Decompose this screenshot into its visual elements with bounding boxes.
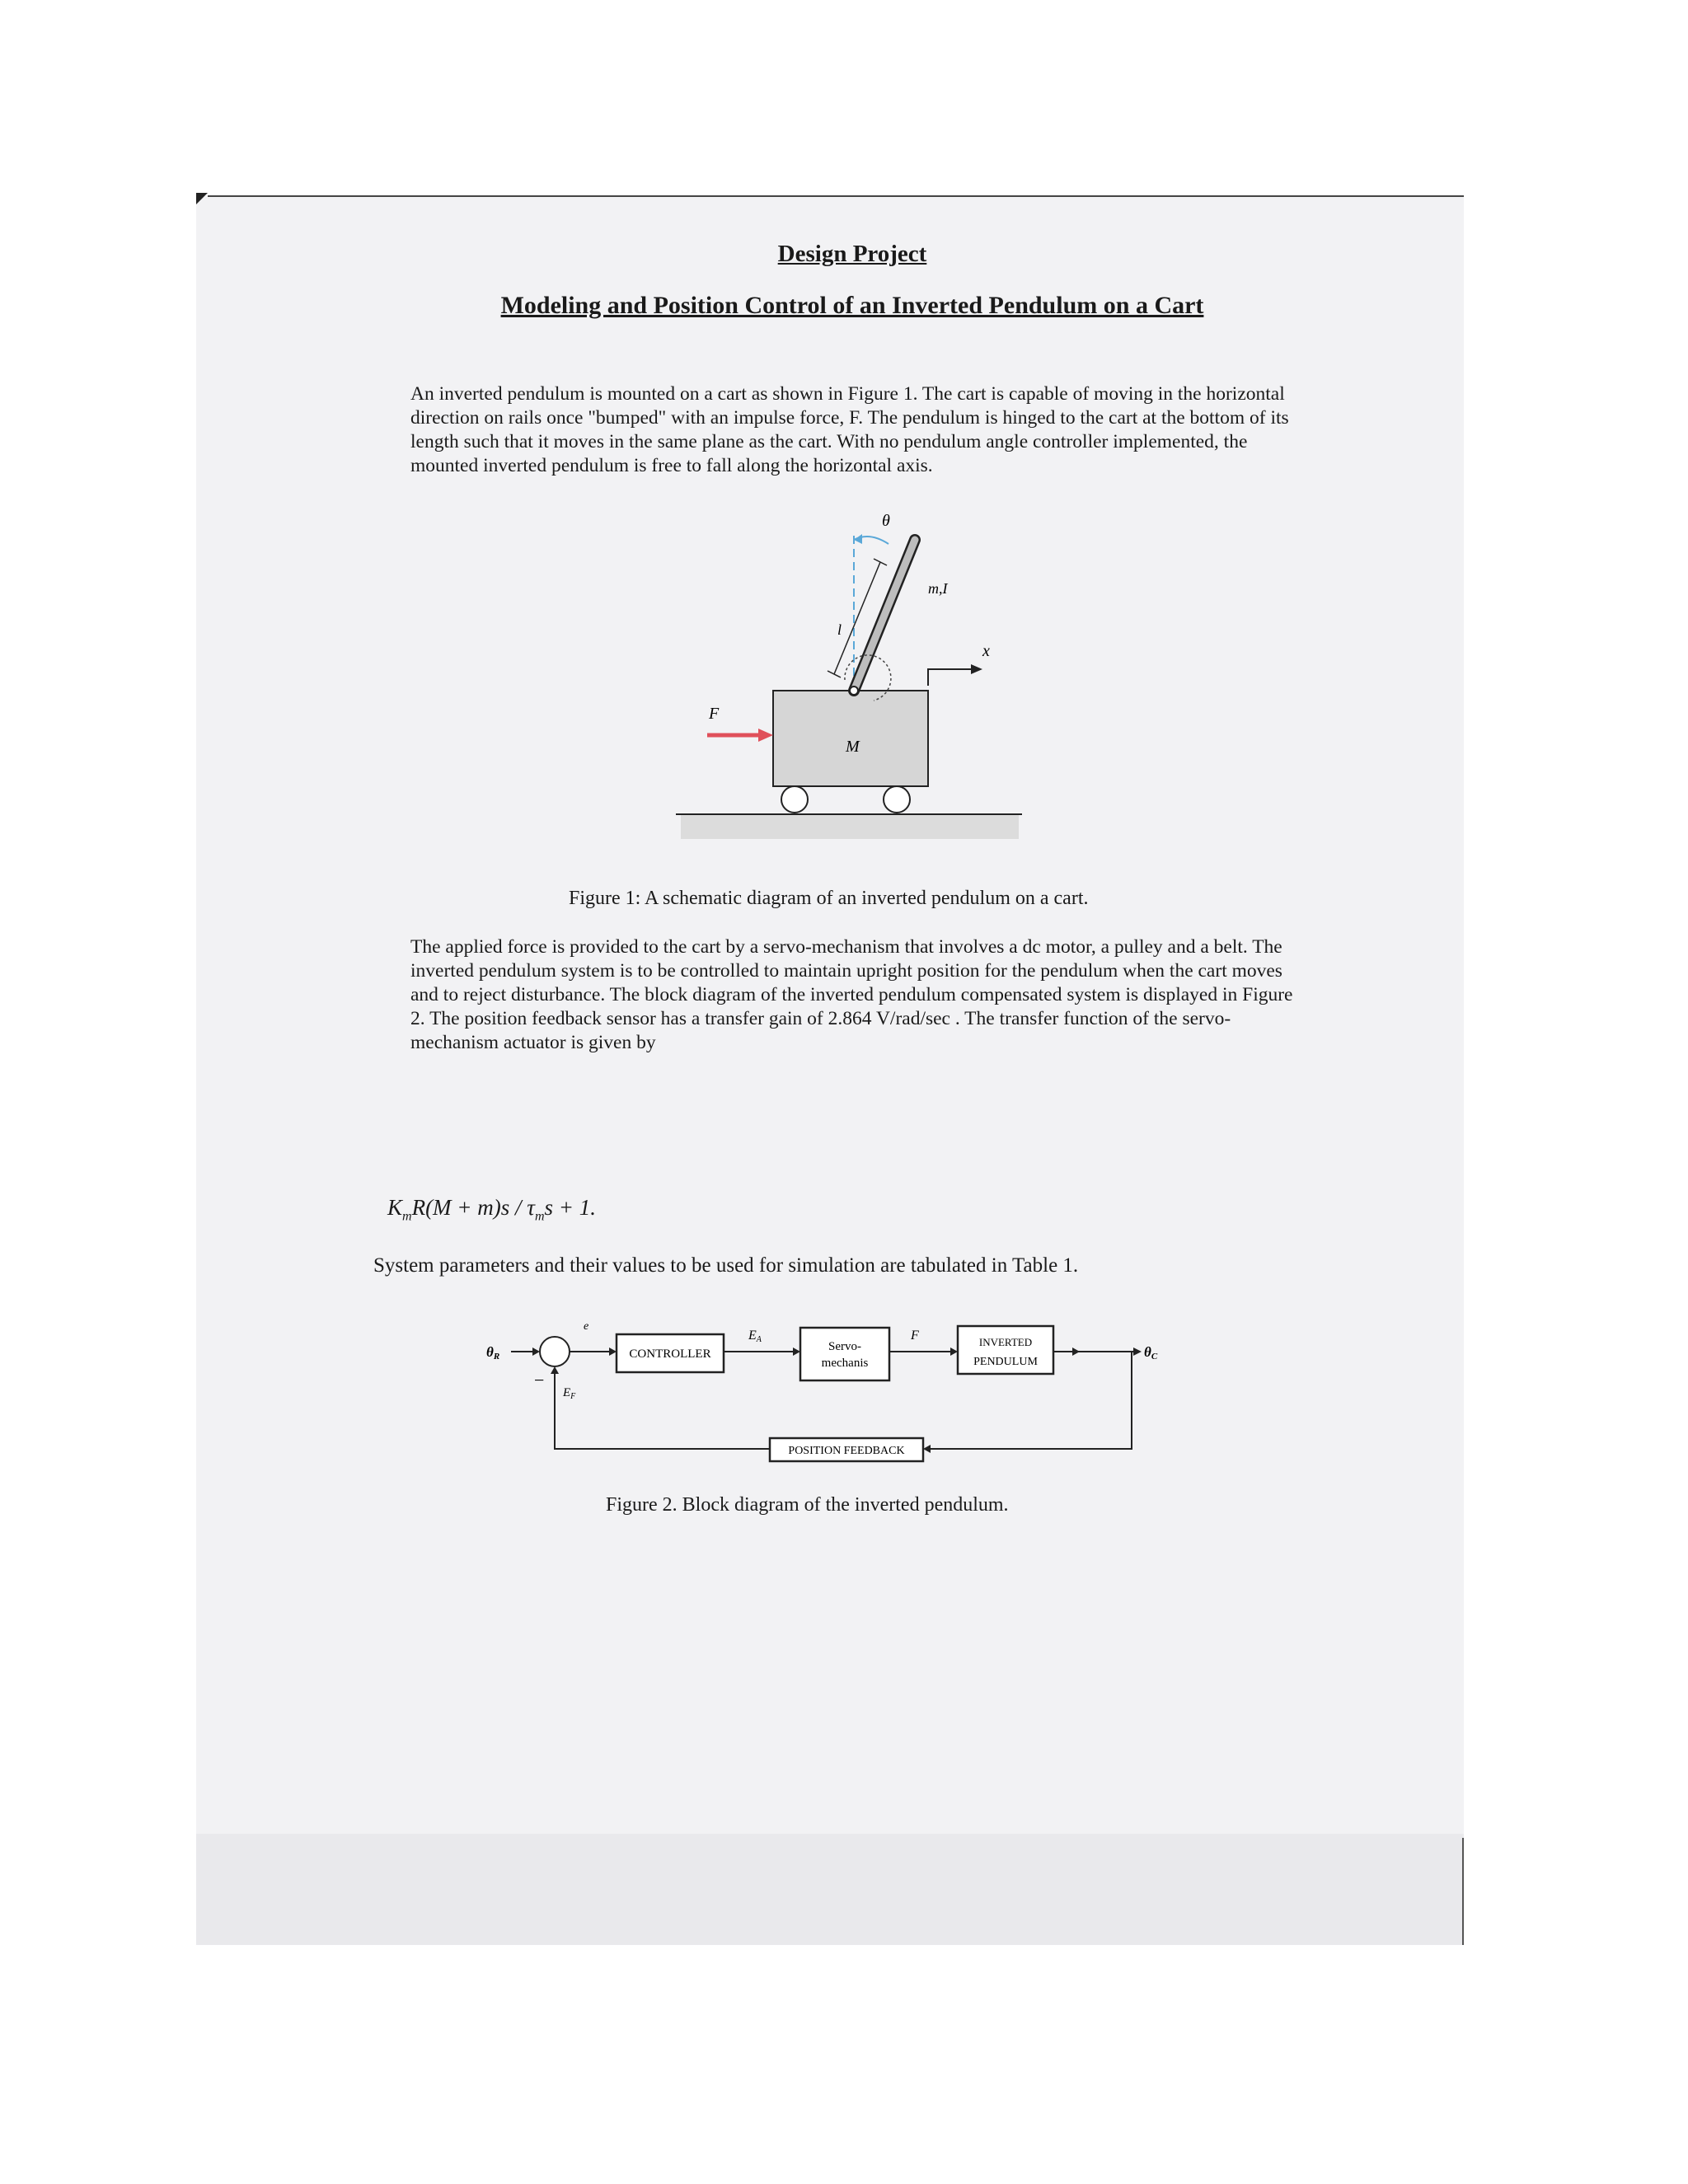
figure2-block-diagram: [486, 1315, 1187, 1471]
f-label: F: [911, 1329, 919, 1343]
summing-junction: [540, 1337, 570, 1366]
controller-input-arrowhead: [609, 1347, 617, 1356]
page-subtitle: Modeling and Position Control of an Inverted Pendulum on a Cart: [500, 292, 1204, 319]
controller-label: CONTROLLER: [629, 1347, 711, 1361]
figure1-caption: Figure 1: A schematic diagram of an inverted pendulum on a cart.: [569, 888, 1089, 909]
force-arrow-head: [758, 729, 773, 742]
feedback-left-path: [555, 1371, 770, 1449]
scan-corner-mark: [196, 193, 208, 204]
figure2-caption: Figure 2. Block diagram of the inverted pendulum.: [606, 1494, 1009, 1516]
x-direction-arrowhead: [971, 664, 982, 674]
label-x: x: [982, 642, 990, 660]
intro-paragraph: An inverted pendulum is mounted on a cart as shown in Figure 1. The cart is capable of moving in the horizontal direction on rails once "bumped" with an impulse force, F. The pendulum is hinged to the cart at the bottom of its length such that it moves in the same plane as the cart. With no pendulum angle controller implemented, the mounted inverted pendulum is free to fall along the horizontal axis.: [410, 383, 1289, 476]
pendulum-rod: [854, 540, 915, 691]
scan-bottom-band: [196, 1834, 1464, 1945]
label-theta: θ: [882, 512, 890, 530]
formula-middle: R(M + m)s / τ: [411, 1195, 535, 1220]
figure1-cart-pendulum-diagram: [676, 494, 1039, 857]
theta-arc-arrowhead: [854, 534, 862, 544]
length-tick-top: [874, 559, 887, 565]
x-direction-line: [928, 669, 973, 686]
parameters-sentence: System parameters and their values to be used for simulation are tabulated in Table 1.: [373, 1254, 1079, 1277]
pendulum-label-line2: PENDULUM: [973, 1356, 1038, 1368]
input-theta-label: θR: [486, 1344, 500, 1361]
servo-label-line2: mechanis: [821, 1357, 869, 1370]
position-feedback-label: POSITION FEEDBACK: [788, 1445, 905, 1457]
formula-end: s + 1.: [544, 1195, 596, 1220]
transfer-function-formula: [387, 1195, 596, 1224]
output-theta-label: θC: [1144, 1344, 1158, 1361]
servo-mechanism-block: [800, 1328, 889, 1380]
formula-tau-subscript: m: [534, 1209, 545, 1224]
label-M: M: [846, 738, 860, 756]
ea-label: EA: [748, 1329, 762, 1344]
output-mid-arrowhead: [1072, 1347, 1080, 1356]
formula-K-subscript: m: [402, 1209, 412, 1224]
error-label: e: [584, 1320, 589, 1333]
pendulum-input-arrowhead: [950, 1347, 958, 1356]
pendulum-label-line1: INVERTED: [978, 1336, 1033, 1348]
length-tick-bottom: [828, 671, 841, 677]
page-title: Design Project: [777, 241, 927, 267]
label-F: F: [709, 705, 720, 723]
label-l: l: [837, 621, 842, 638]
pivot-hinge: [850, 687, 858, 695]
ground-shading: [681, 814, 1019, 839]
servo-paragraph: The applied force is provided to the cart by a servo-mechanism that involves a dc motor, a pulley and a belt. The inverted pendulum system is to be controlled to maintain upright position for the pendulum when the cart moves and to reject disturbance. The block diagram of the inverted pendulum compensated system is displayed in Figure 2. The position feedback sensor has a transfer gain of 2.864 V/rad/sec . The transfer function of the servo-mechanism actuator is given by: [410, 936, 1293, 1053]
formula-K: K: [387, 1195, 403, 1220]
label-m-I: m,I: [928, 580, 948, 597]
minus-sign: −: [534, 1370, 545, 1390]
scan-right-edge: [1462, 1838, 1464, 1945]
cart-wheel-right: [884, 786, 910, 813]
cart-wheel-left: [781, 786, 808, 813]
input-arrowhead: [532, 1347, 540, 1356]
scan-top-edge: [208, 195, 1464, 197]
servo-input-arrowhead: [793, 1347, 800, 1356]
servo-label-line1: Servo-: [828, 1340, 861, 1353]
feedback-arrowhead: [551, 1366, 559, 1374]
feedback-signal-label: $E_F$: [563, 1386, 576, 1401]
output-arrowhead: [1133, 1347, 1142, 1356]
feedback-block-arrowhead: [923, 1445, 931, 1453]
